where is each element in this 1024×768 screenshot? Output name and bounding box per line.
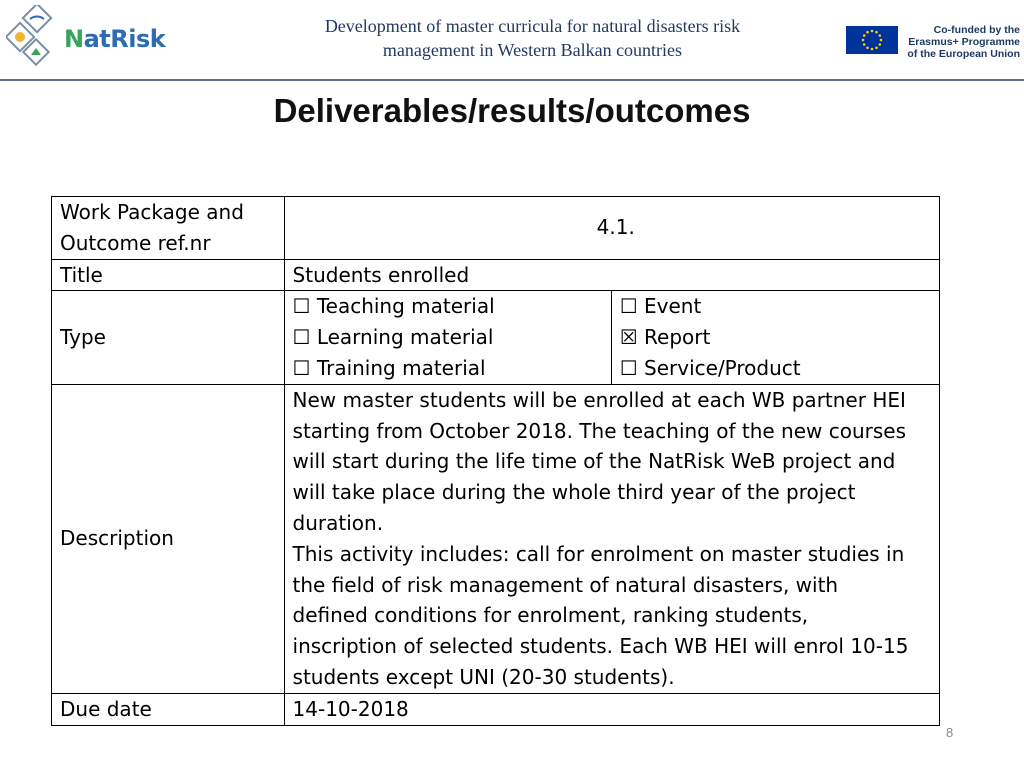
description-line: the field of risk management of natural disasters, with: [292, 572, 839, 597]
table-row-description: [52, 384, 940, 693]
description-line: inscription of selected students. Each WB HEI will enrol 10-15: [292, 634, 909, 659]
project-title: [270, 14, 795, 62]
checkbox-report: ☒ Report: [619, 325, 711, 350]
checkbox-learning-material: ☐ Learning material: [292, 325, 494, 350]
description-line: students except UNI (20-30 students).: [292, 664, 675, 689]
logo-letters-rest: atRisk: [83, 25, 166, 53]
table-row-due-date: [52, 693, 940, 725]
page-number: 8: [946, 725, 954, 740]
due-date-value-cell: 14-10-2018: [284, 693, 939, 725]
project-title-line-2: management in Western Balkan countries: [382, 40, 683, 60]
checkbox-event: ☐ Event: [619, 294, 702, 319]
eu-star: [878, 34, 881, 37]
eu-text-line-3: of the European Union: [907, 48, 1020, 60]
description-line: duration.: [292, 510, 384, 535]
table-row-type: [52, 291, 940, 384]
deliverables-table: [51, 196, 940, 726]
description-value-cell: [284, 384, 939, 693]
description-label-cell: Description: [52, 384, 285, 693]
title-value-cell: Students enrolled: [284, 259, 939, 291]
checkbox-teaching-material: ☐ Teaching material: [292, 294, 495, 319]
project-title-line-1: Development of master curricula for natural disasters risk: [324, 16, 741, 36]
type-label-cell: Type: [52, 291, 285, 384]
eu-text-line-1: Co-funded by the: [933, 24, 1020, 36]
eu-star: [875, 46, 878, 49]
logo-letter-n: N: [64, 25, 84, 53]
eu-star: [862, 39, 865, 42]
eu-text-line-2: Erasmus+ Programme: [908, 36, 1020, 48]
description-line: will start during the life time of the NatRisk WeB project and: [292, 449, 896, 474]
eu-star: [875, 31, 878, 34]
description-line: New master students will be enrolled at each WB partner HEI: [292, 387, 906, 412]
table-row-title: [52, 259, 940, 291]
eu-flag-icon: [846, 26, 898, 54]
type-left-options-cell: [284, 291, 611, 384]
checkbox-training-material: ☐ Training material: [292, 355, 486, 380]
description-line: defined conditions for enrolment, ranking students,: [292, 603, 809, 628]
eu-star: [863, 34, 866, 37]
header-divider: [0, 79, 1024, 81]
natrisk-diamond-icon: [6, 5, 62, 67]
type-right-options-cell: [611, 291, 939, 384]
natrisk-logo: [6, 5, 166, 67]
ref-value-cell: 4.1.: [284, 197, 939, 260]
ref-label-cell: Work Package and Outcome ref.nr: [52, 197, 285, 260]
eu-star: [878, 43, 881, 46]
eu-star: [871, 30, 874, 33]
title-label-cell: Title: [52, 259, 285, 291]
logo-wordmark: [64, 25, 165, 53]
description-line: will take place during the whole third year of the project: [292, 480, 856, 505]
eu-star: [863, 43, 866, 46]
eu-star: [866, 46, 869, 49]
erasmus-cofunded-text: [904, 24, 1020, 60]
table-row-ref: [52, 197, 940, 260]
eu-star: [871, 48, 874, 51]
slide-title: Deliverables/results/outcomes: [273, 92, 751, 129]
due-date-label-cell: Due date: [52, 693, 285, 725]
eu-star: [880, 39, 883, 42]
header-bar: [0, 0, 1024, 78]
eu-star: [866, 31, 869, 34]
checkbox-service-product: ☐ Service/Product: [619, 355, 801, 380]
description-line: starting from October 2018. The teaching of the new courses: [292, 418, 907, 443]
description-line: This activity includes: call for enrolment on master studies in: [292, 541, 905, 566]
